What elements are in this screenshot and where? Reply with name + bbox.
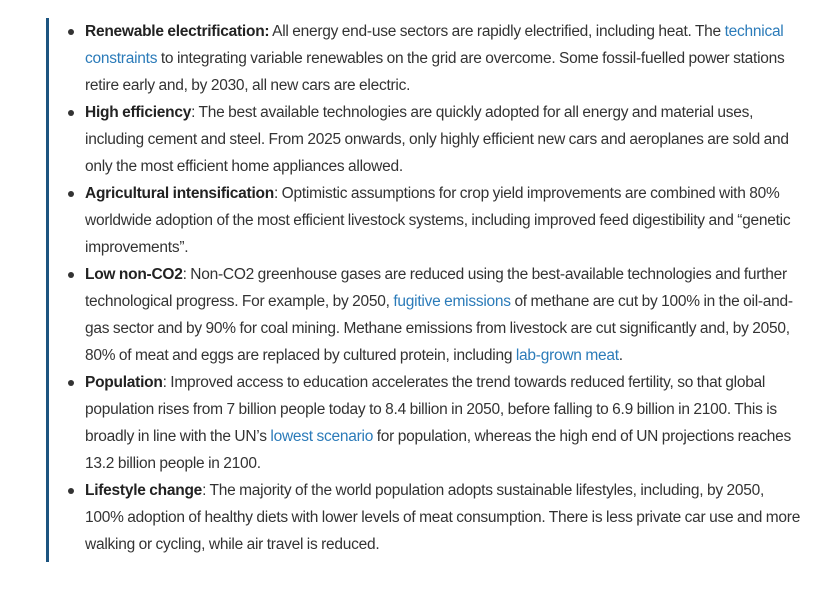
list-item-population <box>85 369 806 477</box>
item-text: : The best available technologies are quickly adopted for all energy and material uses, including cement and steel. From 2025 onwards, only highly efficient new cars and aeroplanes are sold and only the most efficient home appliances allowed. <box>85 104 789 175</box>
list-item-low-non-co2 <box>85 261 806 369</box>
item-text: for population, whereas the high end of UN projections reaches 13.2 billion people in 2100. <box>85 428 792 472</box>
item-text: to integrating variable renewables on the grid are overcome. Some fossil-fuelled power stations retire early and, by 2030, all new cars are electric. <box>85 50 785 94</box>
scenario-bullet-list <box>49 18 806 558</box>
list-item-high-efficiency <box>85 99 806 180</box>
list-item-agricultural-intensification <box>85 180 806 261</box>
blockquote <box>46 18 806 562</box>
item-text: : The majority of the world population adopts sustainable lifestyles, including, by 2050, 100% adoption of healthy diets with lower levels of meat consumption. There is less private car use and more walking or cycling, while air travel is reduced. <box>85 482 801 553</box>
lowest-scenario-link[interactable]: lowest scenario <box>270 428 374 445</box>
term-label: Low non-CO2 <box>85 266 183 283</box>
item-text: All energy end-use sectors are rapidly electrified, including heat. The <box>269 23 725 40</box>
term-label: High efficiency <box>85 104 192 121</box>
item-text: . <box>618 347 623 364</box>
term-label: Lifestyle change <box>85 482 203 499</box>
technical-constraints-link[interactable]: technical constraints <box>85 23 784 67</box>
fugitive-emissions-link[interactable]: fugitive emissions <box>393 293 511 310</box>
item-text: : Non-CO2 greenhouse gases are reduced using the best-available technologies and further technological progress. For example, by 2050, <box>85 266 787 310</box>
term-label: Renewable electrification: <box>85 23 270 40</box>
item-text: of methane are cut by 100% in the oil-and-gas sector and by 90% for coal mining. Methane emissions from livestock are cut significantly and, by 2050, 80% of meat and eggs are replaced by cultured protein, including <box>85 293 793 364</box>
term-label: Agricultural intensification <box>85 185 274 202</box>
list-item-renewable-electrification <box>85 18 806 99</box>
list-item-lifestyle-change <box>85 477 806 558</box>
term-label: Population <box>85 374 163 391</box>
item-text: : Improved access to education accelerates the trend towards reduced fertility, so that global population rises from 7 billion people today to 8.4 billion in 2050, before falling to 6.9 billion in 2100. This is broadly in line with the UN’s <box>85 374 777 445</box>
lab-grown-meat-link[interactable]: lab-grown meat <box>515 347 619 364</box>
item-text: : Optimistic assumptions for crop yield improvements are combined with 80% worldwide adoption of the most efficient livestock systems, including improved feed digestibility and “genetic improvements”. <box>85 185 791 256</box>
